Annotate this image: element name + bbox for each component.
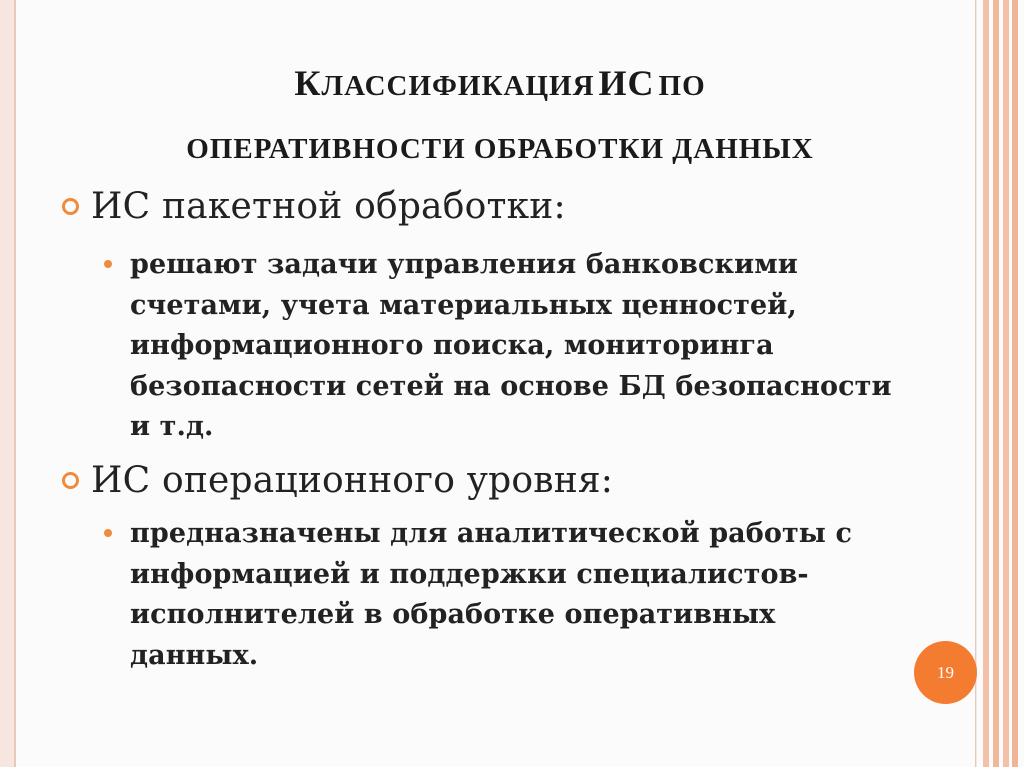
title-word-1: ЛАССИФИКАЦИЯ [321, 70, 595, 102]
title-word-po: ПО [658, 70, 706, 102]
title-initial: К [294, 63, 322, 103]
decorative-stripes [977, 0, 1024, 767]
page-number-badge [914, 641, 977, 704]
list-item [104, 514, 894, 676]
bullet-ring-icon [62, 198, 79, 215]
section-heading-1 [62, 186, 566, 227]
bullet-dot-icon [104, 529, 112, 537]
section-heading-text: ИС пакетной обработки: [91, 186, 566, 227]
section-heading-text: ИС операционного уровня: [91, 460, 614, 501]
slide-title [60, 54, 940, 178]
page-number: 19 [937, 662, 954, 682]
list-item [104, 245, 894, 448]
title-line-2: ОПЕРАТИВНОСТИ ОБРАБОТКИ ДАННЫХ [186, 133, 814, 165]
bullet-dot-icon [104, 260, 112, 268]
list-item-text: решают задачи управления банковскими счетами, учета материальных ценностей, информационного поиска, мониторинга безопасности сетей на основе БД безопасности и т.д. [130, 249, 892, 442]
section-heading-2 [62, 460, 613, 501]
title-word-ic: ИС [598, 63, 655, 103]
list-item-text: предназначены для аналитической работы с информацией и поддержки специалистов-исполнителей в обработке оперативных данных. [130, 518, 853, 671]
bullet-ring-icon [62, 472, 79, 489]
